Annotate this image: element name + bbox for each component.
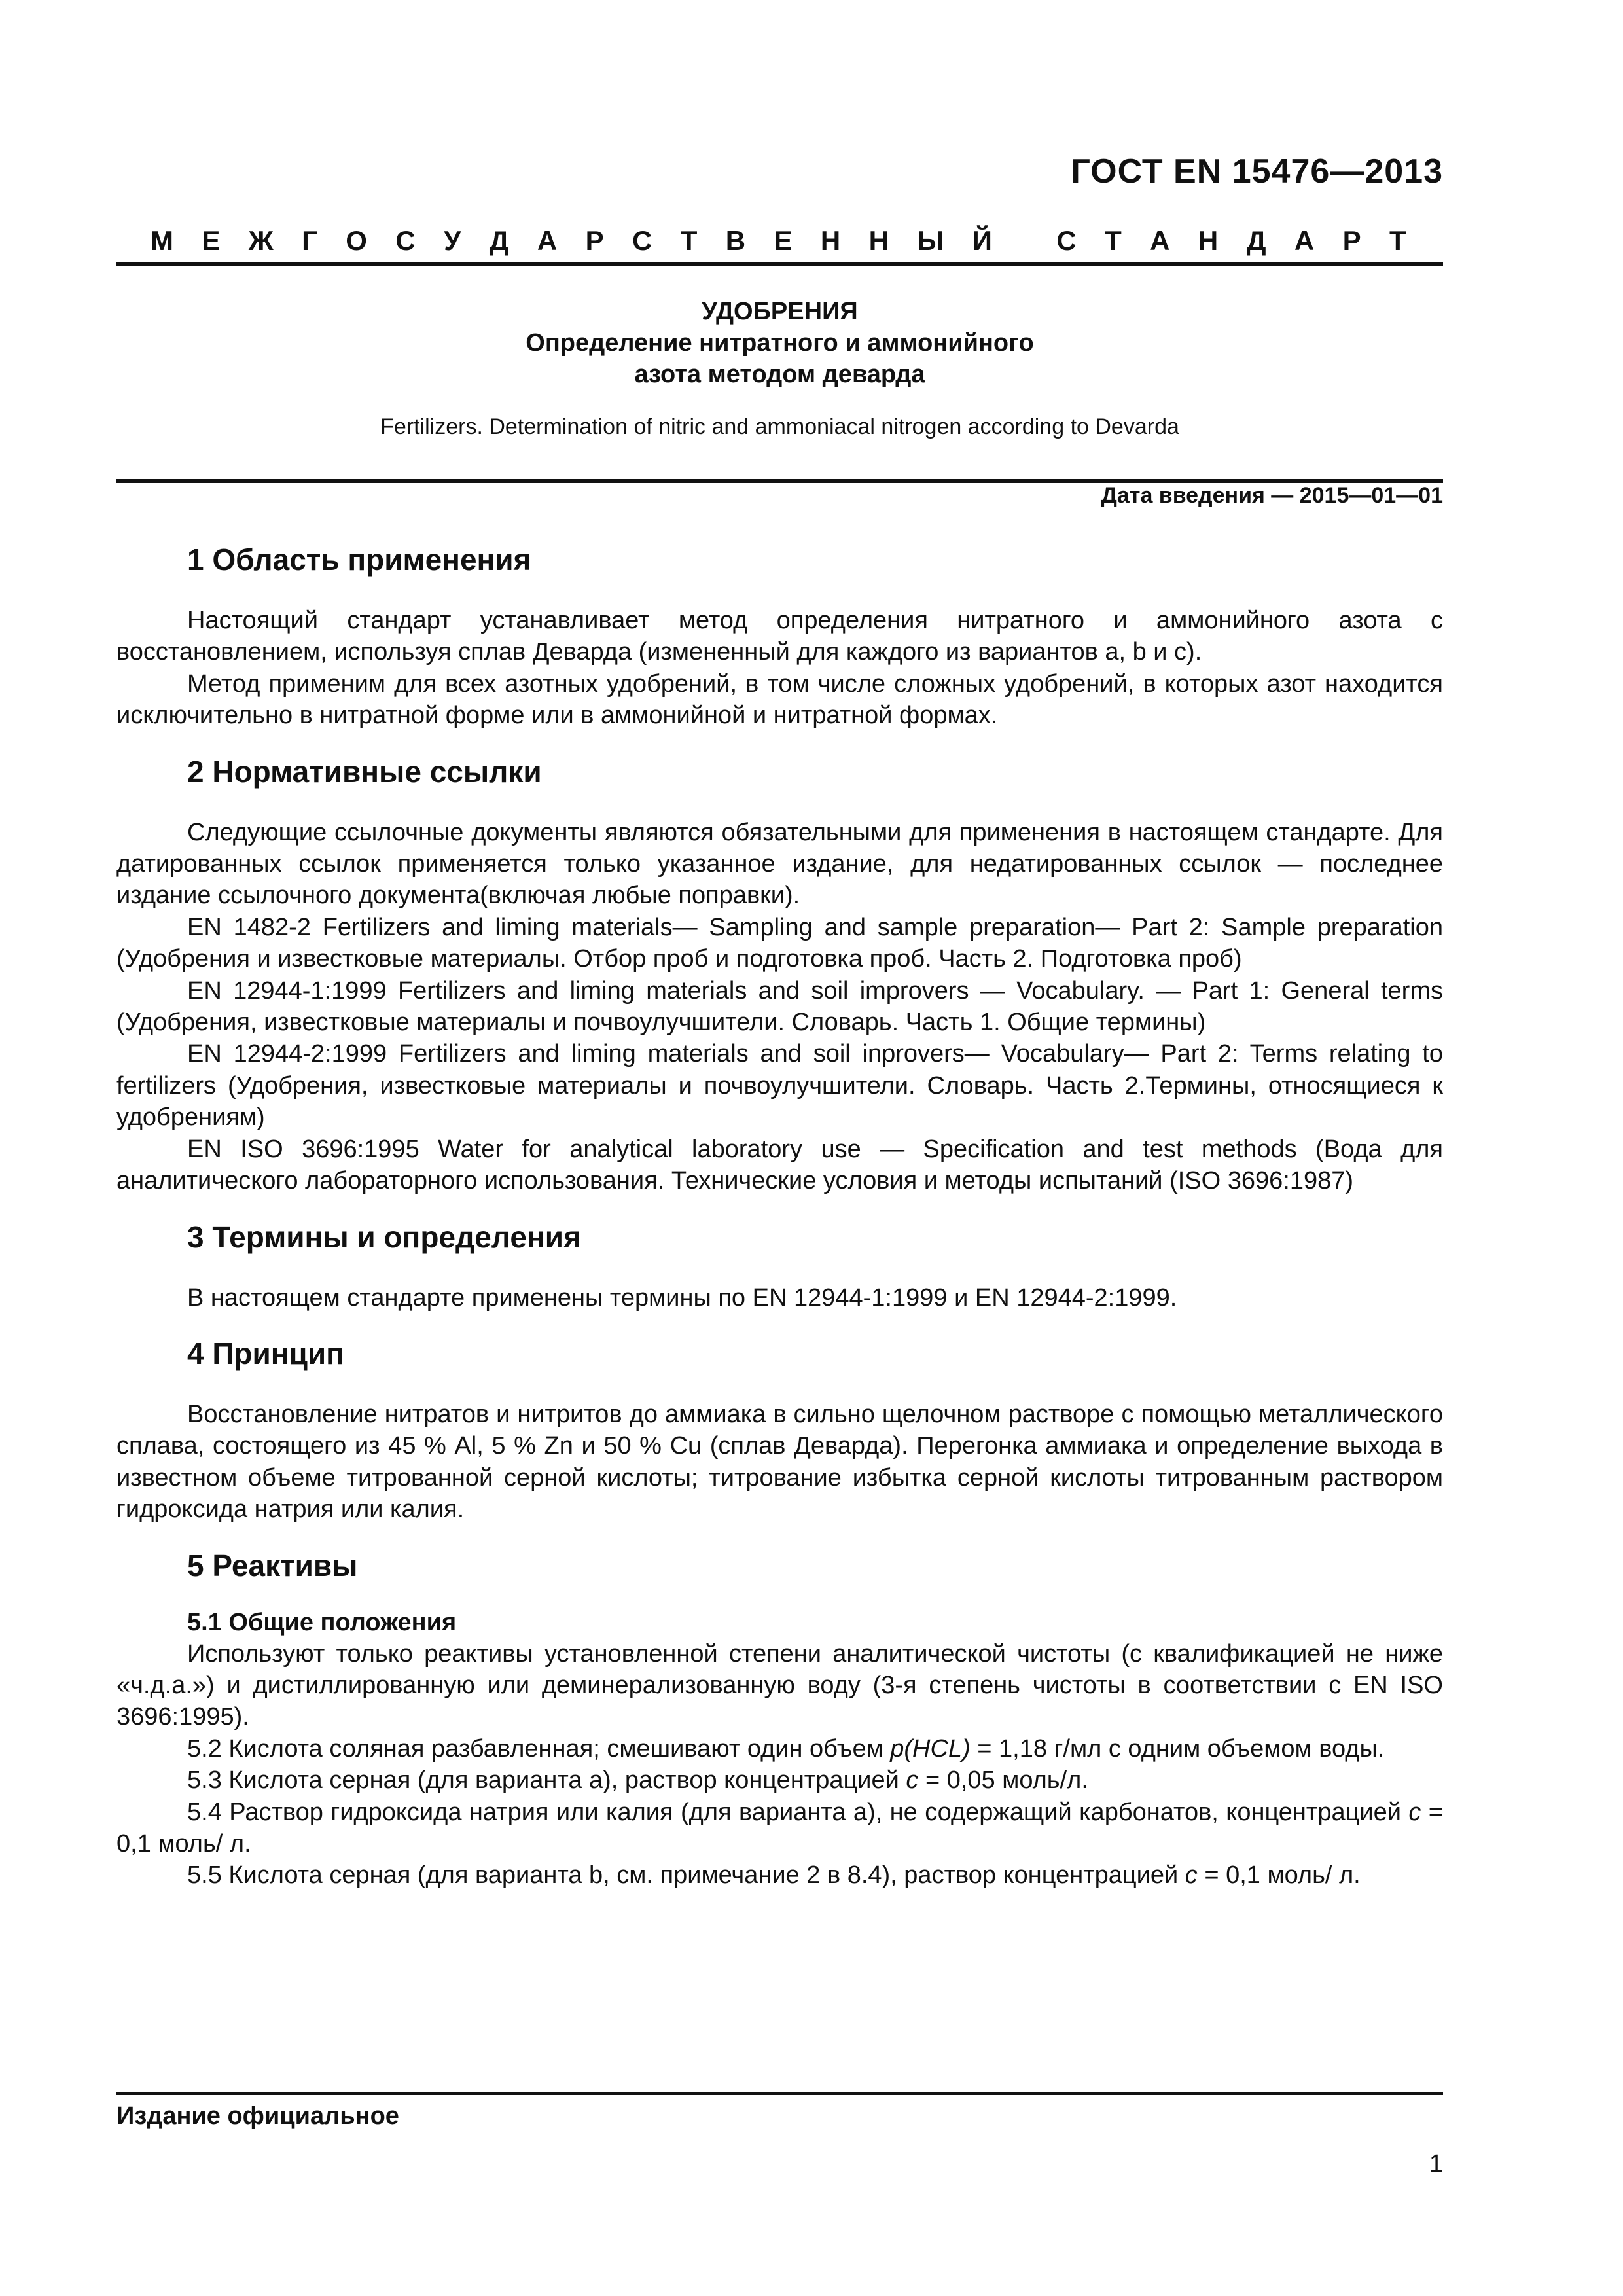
formula-symbol: c [1408,1798,1421,1826]
section-normative-references [116,749,1443,1197]
banner-letter: С [632,225,652,256]
subsection-heading: 5.1 Общие положения [187,1608,457,1636]
banner-letter: С [395,225,416,256]
banner-gap [1020,225,1028,257]
document-subtitle-line-2: азота методом деварда [634,361,925,388]
section-scope [116,537,1443,732]
page-number: 1 [1429,2150,1443,2178]
section-principle [116,1331,1443,1526]
banner-letter: Е [202,225,221,256]
paragraph: Метод применим для всех азотных удобрений, в том числе сложных удобрений, в которых азот находится исключительно в нитратной форме или в аммонийной и нитратной формах. [116,670,1443,730]
standard-banner [116,225,1443,257]
text-run: 5.4 Раствор гидроксида натрия или калия (для варианта a), не содержащий карбонатов, концентрацией [187,1798,1409,1826]
banner-letter: Д [1246,225,1266,256]
formula-symbol: c [906,1767,919,1795]
introduction-date: Дата введения — 2015—01—01 [1101,483,1443,508]
banner-letter: О [346,225,367,256]
banner-letter: Д [489,225,509,256]
paragraph: В настоящем стандарте применены термины по EN 12944-1:1999 и EN 12944-2:1999. [187,1283,1177,1312]
banner-letter: Й [972,225,992,256]
title-block [116,296,1443,441]
paragraph: Используют только реактивы установленной степени аналитической чистоты (с квалификацией не ниже «ч.д.а.») и дистиллированную или деминерализованную воду (3-я степень чистоты в соответствии с EN ISO 3696:1995). [116,1640,1443,1731]
gost-code: ГОСТ EN 15476—2013 [1071,152,1443,190]
section-heading: 1 Область применения [187,543,531,577]
banner-letter: Р [1342,225,1361,256]
text-run: 5.2 Кислота соляная разбавленная; смешивают один объем [187,1734,891,1763]
formula-symbol: p(HCL) [890,1734,971,1763]
banner-letter: Т [1389,225,1406,256]
banner-letter: Н [820,225,841,256]
banner-letter: М [151,225,173,256]
section-heading: 4 Принцип [187,1336,344,1371]
reagent-item [116,1733,1443,1765]
banner-letter: Т [1105,225,1122,256]
reagent-item [116,1859,1443,1891]
formula-symbol: c [1185,1861,1198,1890]
section-heading: 3 Термины и определения [187,1219,581,1254]
reference-item: EN ISO 3696:1995 Water for analytical laboratory use — Specification and test methods (Вода для аналитического лабораторного использования. Технические условия и методы испытаний (ISO 3696:1987) [116,1135,1443,1195]
banner-letter: С [1056,225,1077,256]
header-divider [116,262,1443,266]
paragraph: Восстановление нитратов и нитритов до аммиака в сильно щелочном растворе с помощью металлического сплава, состоящего из 45 % Al, 5 % Zn и 50 % Cu (сплав Деварда). Перегонка аммиака и определение выхода в известном объеме титрованной серной кислоты; титрование избытка серной кислоты титрованным раствором гидроксида натрия или калия. [116,1400,1443,1524]
banner-letter: А [537,225,558,256]
banner-letter: У [444,225,461,256]
paragraph: Следующие ссылочные документы являются обязательными для применения в настоящем стандарте. Для датированных ссылок применяется только указанное издание, для недатированных ссылок — последнее издание ссылочного документа(включая любые поправки). [116,818,1443,910]
footer-divider [116,2092,1443,2095]
document-title: УДОБРЕНИЯ [702,298,858,325]
reagent-item [116,1797,1443,1860]
banner-letter: Р [585,225,604,256]
banner-letter: А [1294,225,1315,256]
text-run: = 0,05 моль/л. [918,1767,1088,1795]
reagent-item [116,1765,1443,1796]
reference-item: EN 12944-2:1999 Fertilizers and liming materials and soil inprovers— Vocabulary— Part 2: Terms relating to fertilizers (Удобрения, известковые материалы и почвоулучшители. Словарь. Часть 2.Термины, относящиеся к удобрениям) [116,1040,1443,1132]
text-run: 5.3 Кислота серная (для варианта a), раствор концентрацией [187,1767,906,1795]
banner-letter: Е [774,225,793,256]
edition-label: Издание официальное [116,2102,399,2130]
text-run: = 0,1 моль/ л. [1197,1861,1361,1890]
section-heading: 2 Нормативные ссылки [187,754,542,789]
banner-letter: Ж [248,225,274,256]
banner-letter: Т [680,225,698,256]
document-body [116,537,1443,1892]
document-subtitle-line-1: Определение нитратного и аммонийного [526,329,1034,357]
text-run: = 1,18 г/мл с одним объемом воды. [970,1734,1385,1763]
english-title: Fertilizers. Determination of nitric and ammoniacal nitrogen according to Devarda [380,414,1179,439]
banner-letter: В [725,225,746,256]
text-run: 5.5 Кислота серная (для варианта b, см. примечание 2 в 8.4), раствор концентрацией [187,1861,1185,1890]
paragraph: Настоящий стандарт устанавливает метод определения нитратного и аммонийного азота с восстановлением, используя сплав Деварда (измененный для каждого из вариантов a, b и c). [116,607,1443,666]
banner-letter: Г [302,225,317,256]
reference-item: EN 12944-1:1999 Fertilizers and liming materials and soil improvers — Vocabulary. — Part 1: General terms (Удобрения, известковые материалы и почвоулучшители. Словарь. Часть 1. Общие термины) [116,977,1443,1037]
banner-letter: Ы [917,225,944,256]
reference-item: EN 1482-2 Fertilizers and liming materials— Sampling and sample preparation— Part 2: Sample preparation (Удобрения и известковые материалы. Отбор проб и подготовка проб. Часть 2. Подготовка проб) [116,913,1443,973]
banner-letter: Н [1198,225,1219,256]
banner-letter: Н [868,225,889,256]
section-reagents [116,1543,1443,1892]
section-terms [116,1214,1443,1314]
text-run: = 0,1 моль/ л. [116,1798,1443,1857]
section-heading: 5 Реактивы [187,1548,358,1583]
banner-letter: А [1150,225,1170,256]
